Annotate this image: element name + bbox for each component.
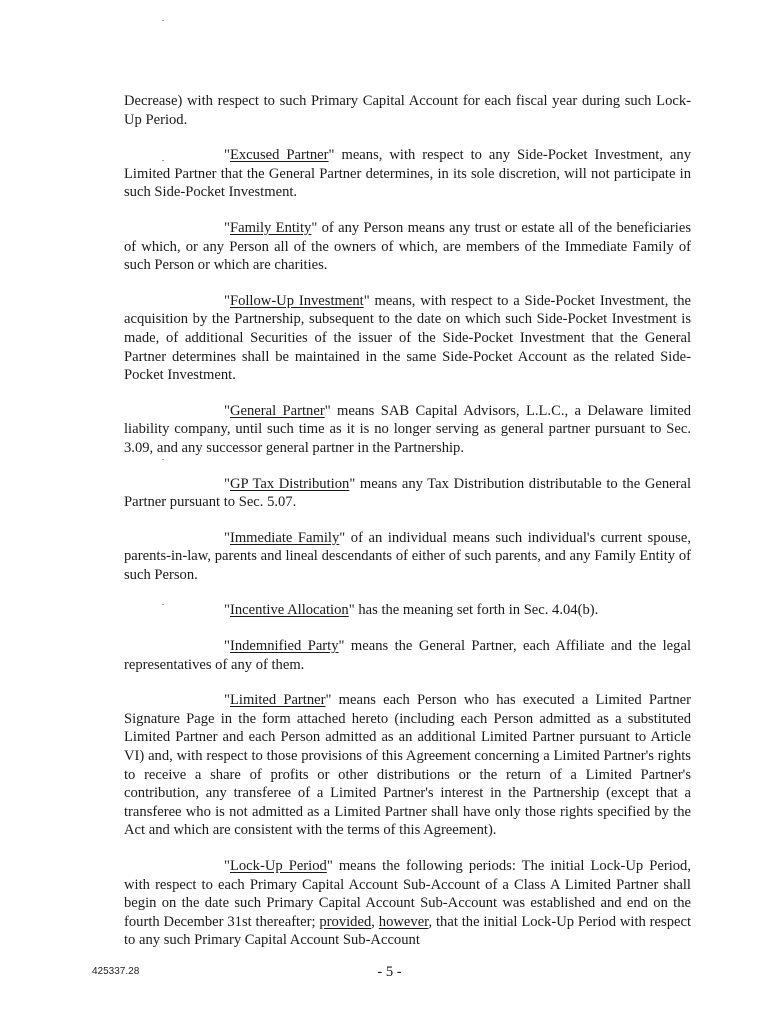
definition-gp-tax-distribution: "GP Tax Distribution" means any Tax Distribution distributable to the General Partner pursuant to Sec. 5.07.: [124, 475, 691, 511]
defined-term: Excused Partner: [229, 147, 329, 164]
definition-general-partner: "General Partner" means SAB Capital Advisors, L.L.C., a Delaware limited liability company, until such time as it is no longer serving as general partner pursuant to Sec. 3.09, and any successor general partner in the Partnership.: [124, 402, 691, 456]
definition-text: means any Tax Distribution distributable to the General Partner pursuant to Sec. 5.07.: [124, 475, 691, 511]
defined-term: Indemnified Party: [229, 638, 339, 655]
however-word: however: [378, 913, 429, 930]
definition-text-continued: , that the initial Lock-Up Period with respect to any such Primary Capital Account Sub-Account: [124, 913, 692, 949]
intro-paragraph: Decrease) with respect to such Primary Capital Account for each fiscal year during such Lock-Up Period.: [124, 93, 691, 128]
definition-text: has the meaning set forth in Sec. 4.04(b).: [354, 602, 599, 619]
scan-speck: [162, 20, 164, 21]
defined-term: Incentive Allocation: [229, 602, 349, 619]
definition-text: means each Person who has executed a Limited Partner Signature Page in the form attached hereto (including each Person admitted as a substituted Limited Partner and each Person admitted as an additional Limited Partner pursuant to Article VI) and, with respect to those provisions of this Agreement concerning a Limited Partner's rights to receive a share of profits or other distributions or the return of a Limited Partner's contribution, any transferee of a Limited Partner's interest in the Partnership (except that a transferee who is not admitted as a Limited Partner shall have only those rights specified by the Act and which are consistent with the terms of this Agreement).: [124, 692, 692, 839]
document-body: [124, 92, 691, 967]
definition-immediate-family: "Immediate Family" of an individual means such individual's current spouse, parents-in-law, parents and lineal descendants of either of such parents, and any Family Entity of such Person.: [124, 529, 691, 583]
definition-follow-up-investment: "Follow-Up Investment" means, with respect to a Side-Pocket Investment, the acquisition by the Partnership, subsequent to the date on which such Side-Pocket Investment is made, of additional Securities of the issuer of the Side-Pocket Investment that the General Partner determines shall be maintained in the same Side-Pocket Account as the related Side-Pocket Investment.: [124, 292, 691, 384]
defined-term: Family Entity: [229, 219, 312, 236]
definition-text: of an individual means such individual's current spouse, parents-in-law, parents and lineal descendants of either of such parents, and any Family Entity of such Person.: [124, 529, 691, 583]
comma: ,: [371, 913, 379, 930]
definition-text: of any Person means any trust or estate all of the beneficiaries of which, or any Person all of the owners of which, are members of the Immediate Family of such Person or which are charities.: [124, 219, 692, 274]
definition-indemnified-party: "Indemnified Party" means the General Partner, each Affiliate and the legal representatives of any of them.: [124, 638, 691, 673]
definition-excused-partner: "Excused Partner" means, with respect to any Side-Pocket Investment, any Limited Partner that the General Partner determines, in its sole discretion, will not participate in such Side-Pocket Investment.: [124, 147, 691, 201]
defined-term: General Partner: [229, 402, 325, 419]
page-number: - 5 -: [377, 964, 402, 980]
defined-term: Lock-Up Period: [229, 858, 327, 874]
definition-text: means the following periods: The initial Lock-Up Period, with respect to each Primary Capital Account Sub-Account of a Class A Limited Partner shall begin on the date such Primary Capital Account Sub-Account was established and end on the fourth December 31st thereafter;: [124, 858, 691, 930]
definition-text: means the General Partner, each Affiliate and the legal representatives of any of them.: [124, 638, 691, 673]
defined-term: Follow-Up Investment: [229, 292, 364, 309]
definition-incentive-allocation: "Incentive Allocation" has the meaning set forth in Sec. 4.04(b).: [224, 602, 599, 619]
definition-limited-partner: "Limited Partner" means each Person who has executed a Limited Partner Signature Page in the form attached hereto (including each Person admitted as a substituted Limited Partner and each Person admitted as an additional Limited Partner pursuant to Article VI) and, with respect to those provisions of this Agreement concerning a Limited Partner's rights to receive a share of profits or other distributions or the return of a Limited Partner's contribution, any transferee of a Limited Partner's interest in the Partnership (except that a transferee who is not admitted as a Limited Partner shall have only those rights specified by the Act and which are consistent with the terms of this Agreement).: [124, 692, 692, 839]
defined-term: Limited Partner: [229, 692, 326, 709]
definition-family-entity: "Family Entity" of any Person means any trust or estate all of the beneficiaries of which, or any Person all of the owners of which, are members of the Immediate Family of such Person or which are charities.: [124, 219, 692, 274]
defined-term: Immediate Family: [229, 529, 340, 546]
document-id: 425337.28: [92, 966, 140, 977]
definition-text: means, with respect to any Side-Pocket Investment, any Limited Partner that the General Partner determines, in its sole discretion, will not participate in such Side-Pocket Investment.: [124, 147, 691, 201]
definition-text: means SAB Capital Advisors, L.L.C., a Delaware limited liability company, until such time as it is no longer serving as general partner pursuant to Sec. 3.09, and any successor general partner in the Partnership.: [124, 402, 691, 456]
definition-lock-up-period: "Lock-Up Period" means the following periods: The initial Lock-Up Period, with respect to each Primary Capital Account Sub-Account of a Class A Limited Partner shall begin on the date such Primary Capital Account Sub-Account was established and end on the fourth December 31st thereafter; provided, however, that the initial Lock-Up Period with respect to any such Primary Capital Account Sub-Account: [124, 858, 692, 949]
defined-term: GP Tax Distribution: [229, 475, 350, 492]
definition-text: means, with respect to a Side-Pocket Investment, the acquisition by the Partnership, subsequent to the date on which such Side-Pocket Investment is made, of additional Securities of the issuer of the Side-Pocket Investment that the General Partner determines shall be maintained in the same Side-Pocket Account as the related Side-Pocket Investment.: [124, 292, 691, 384]
provided-word: provided: [319, 913, 372, 930]
